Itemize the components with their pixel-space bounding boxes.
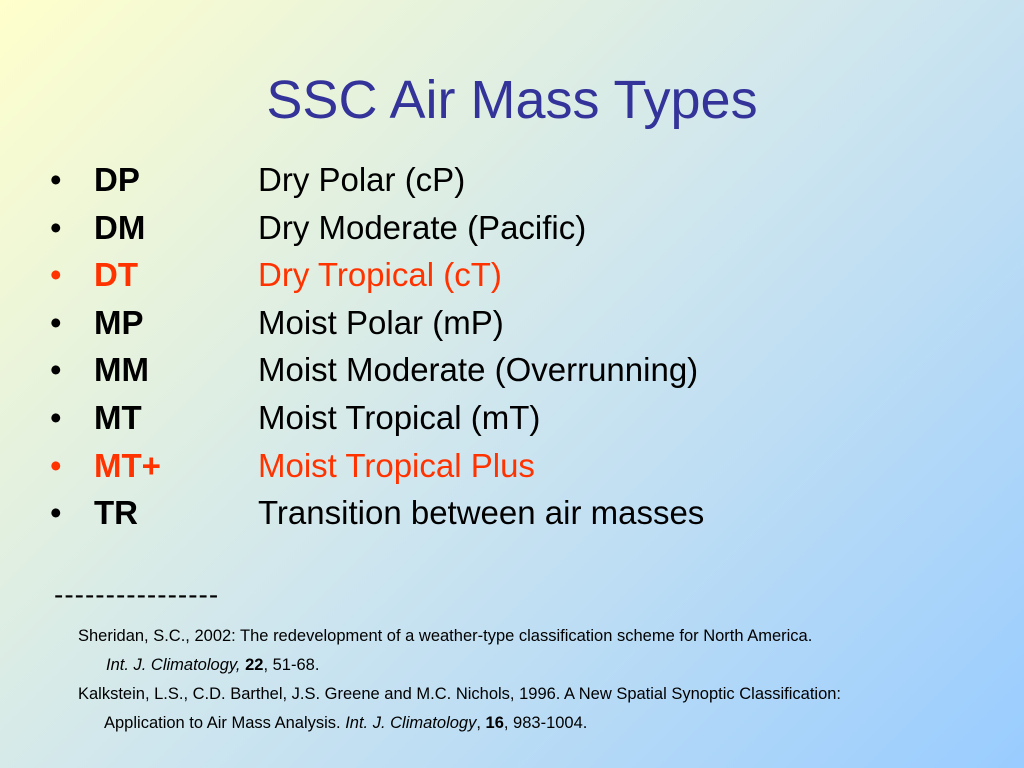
slide-title: SSC Air Mass Types	[266, 70, 758, 130]
reference-2-journal: Int. J. Climatology	[345, 714, 477, 732]
air-mass-description: Dry Moderate (Pacific)	[258, 208, 587, 246]
bullet-icon: •	[50, 303, 62, 341]
air-mass-code: DP	[94, 161, 140, 198]
air-mass-description: Dry Tropical (cT)	[258, 256, 502, 294]
air-mass-description: Moist Tropical (mT)	[258, 398, 541, 436]
reference-1-volume: 22	[245, 656, 264, 674]
air-mass-description: Transition between air masses	[258, 494, 705, 532]
air-mass-code: MP	[94, 303, 144, 341]
air-mass-code: MT	[94, 398, 142, 436]
reference-1-pages: , 51-68.	[263, 656, 320, 674]
air-mass-code: MT+	[94, 446, 161, 484]
separator-line: ----------------	[54, 579, 220, 610]
bullet-icon: •	[50, 398, 62, 436]
air-mass-code: DT	[94, 256, 138, 294]
bullet-icon: •	[50, 494, 62, 532]
bullet-icon: •	[50, 208, 62, 246]
air-mass-description: Moist Polar (mP)	[258, 303, 504, 341]
reference-2-pages: , 983-1004.	[503, 714, 588, 732]
air-mass-description: Moist Tropical Plus	[258, 446, 535, 484]
references	[78, 622, 841, 738]
reference-2-line-2	[78, 709, 841, 738]
reference-1-journal: Int. J. Climatology,	[106, 656, 241, 674]
air-mass-description: Dry Polar (cP)	[258, 161, 466, 198]
air-mass-code: TR	[94, 494, 138, 532]
air-mass-description: Moist Moderate (Overrunning)	[258, 351, 699, 389]
air-mass-code: DM	[94, 208, 146, 246]
reference-1-line-1: Sheridan, S.C., 2002: The redevelopment of a weather-type classification scheme for North America.	[78, 627, 813, 645]
bullet-icon: •	[50, 446, 62, 484]
reference-2-title-end: Application to Air Mass Analysis.	[104, 714, 346, 732]
bullet-icon: •	[50, 351, 62, 389]
reference-1-line-2	[78, 651, 841, 680]
reference-2-volume: 16	[485, 714, 504, 732]
reference-2-comma: ,	[476, 714, 486, 732]
reference-2-line-1: Kalkstein, L.S., C.D. Barthel, J.S. Greene and M.C. Nichols, 1996. A New Spatial Synoptic Classification:	[78, 685, 842, 703]
bullet-icon: •	[50, 256, 62, 294]
air-mass-code: MM	[94, 351, 149, 389]
bullet-icon: •	[50, 161, 62, 198]
